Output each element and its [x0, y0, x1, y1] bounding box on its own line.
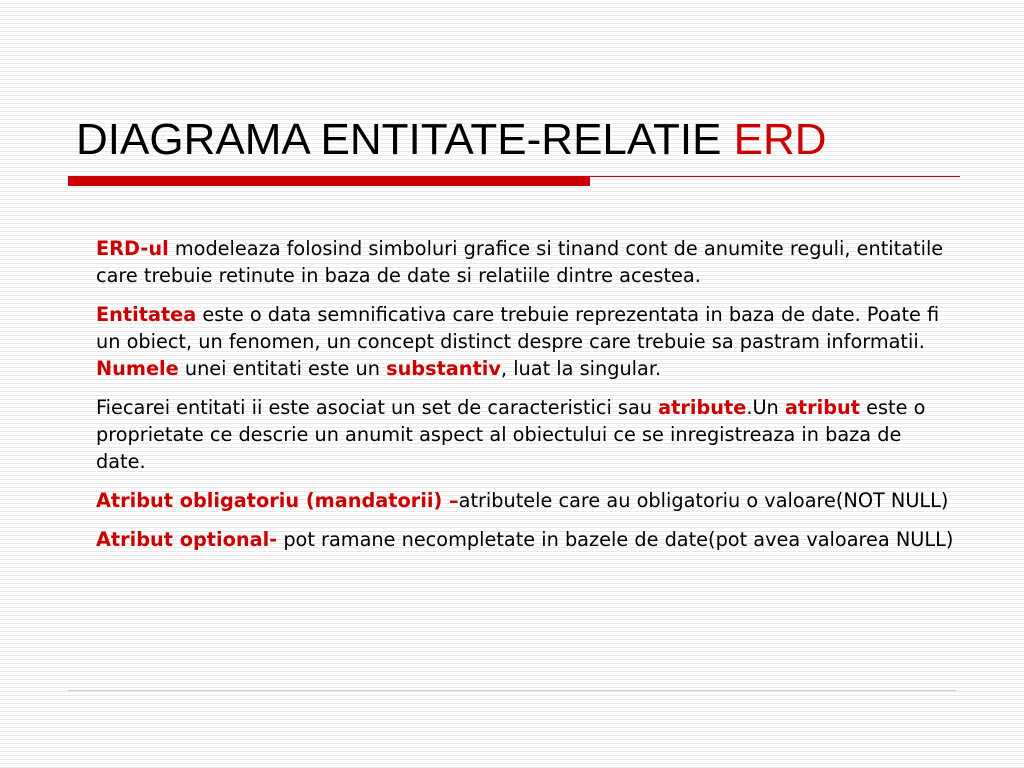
paragraph-mandatory-attribute — [96, 487, 956, 514]
paragraph-entity-definition — [96, 301, 956, 382]
keyword-atribut-obligatoriu: Atribut obligatoriu (mandatorii) – — [96, 489, 459, 512]
paragraph-text: modeleaza folosind simboluri grafice si tinand cont de anumite reguli, entitatile care trebuie retinute in baza de date si relatiile dintre acestea. — [96, 237, 944, 287]
paragraph-text: este o proprietate ce descrie un anumit aspect al obiectului ce se inregistreaza in baza de date. — [96, 396, 926, 473]
slide-title-accent: ERD — [733, 115, 827, 164]
paragraph-attributes — [96, 394, 956, 475]
keyword-numele: Numele — [96, 357, 179, 380]
keyword-erd: ERD-ul — [96, 237, 169, 260]
paragraph-text: , luat la singular. — [500, 357, 662, 380]
paragraph-optional-attribute — [96, 526, 956, 553]
slide-title-main: DIAGRAMA ENTITATE-RELATIE — [76, 115, 734, 164]
paragraph-text: Fiecarei entitati ii este asociat un set de caracteristici sau — [96, 396, 659, 419]
paragraph-text: este o data semnificativa care trebuie reprezentata in baza de date. Poate fi un obiect, un fenomen, un concept distinct despre care trebuie sa pastram informatii. — [96, 303, 940, 353]
paragraph-text: atributele care au obligatoriu o valoare(NOT NULL) — [458, 489, 949, 512]
paragraph-text: unei entitati este un — [178, 357, 387, 380]
keyword-substantiv: substantiv — [386, 357, 501, 380]
keyword-atribut-optional: Atribut optional- — [96, 528, 278, 551]
title-underline-thick — [68, 176, 590, 186]
keyword-entitatea: Entitatea — [96, 303, 197, 326]
footer-divider — [68, 690, 956, 691]
paragraph-text: .Un — [746, 396, 785, 419]
slide-title — [76, 110, 827, 170]
paragraph-text: pot ramane necompletate in bazele de date(pot avea valoarea NULL) — [277, 528, 954, 551]
keyword-atribut: atribut — [784, 396, 860, 419]
keyword-atribute: atribute — [658, 396, 747, 419]
title-underline-thin — [590, 176, 960, 177]
slide-body — [96, 235, 956, 565]
paragraph-erd-definition — [96, 235, 956, 289]
